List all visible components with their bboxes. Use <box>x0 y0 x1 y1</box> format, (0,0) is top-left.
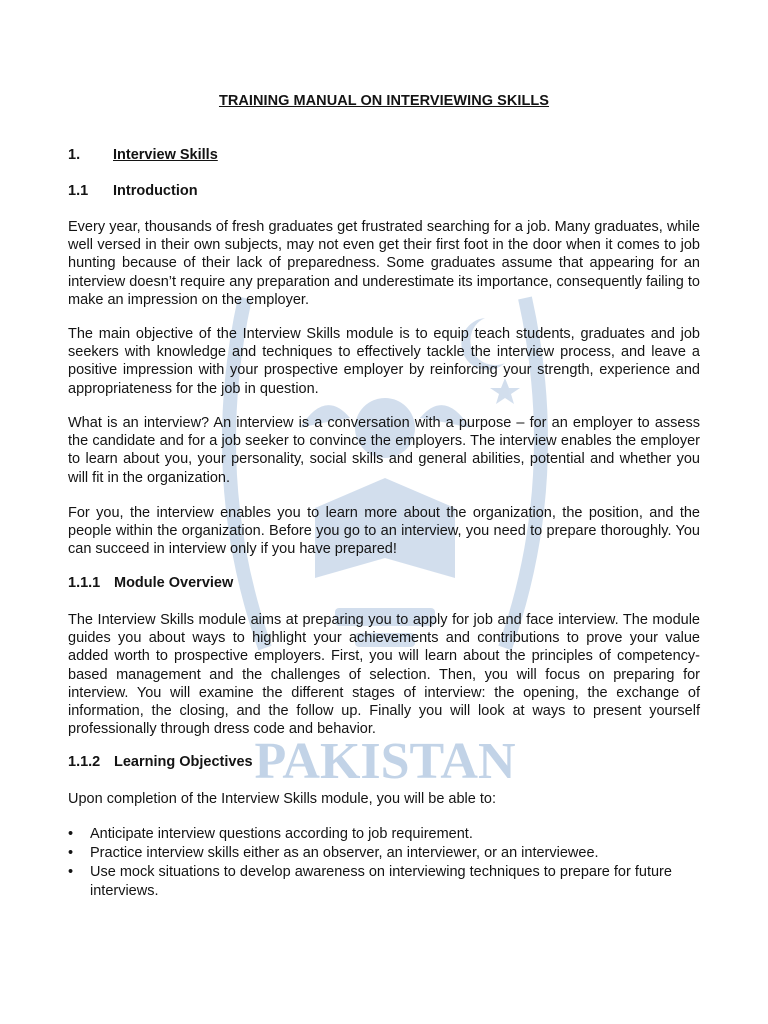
section-heading-module-overview <box>68 575 233 591</box>
intro-paragraph-2: The main objective of the Interview Skills module is to equip teach students, graduates and job seekers with knowledge and techniques to effectively tackle the interview process, and leave a positive impression with your prospective employer by reinforcing your strength, experience and appropriateness for the job in question. <box>68 326 700 397</box>
list-item <box>68 863 700 899</box>
section-title: Module Overview <box>114 575 234 591</box>
list-item-text: Anticipate interview questions according to job requirement. <box>90 826 473 842</box>
list-item <box>68 844 700 862</box>
list-item-text: Use mock situations to develop awareness on interviewing techniques to prepare for future interviews. <box>90 864 672 899</box>
learning-objectives-list <box>68 825 700 901</box>
section-title: Introduction <box>113 183 198 199</box>
bullet-icon: • <box>68 864 74 881</box>
bullet-icon: • <box>68 826 74 842</box>
section-title: Interview Skills <box>113 147 218 163</box>
section-heading-interview-skills <box>68 147 218 163</box>
intro-paragraph-3: What is an interview? An interview is a conversation with a purpose – for an employer to assess the candidate and for a job seeker to convince the employers. The interview enables the employer to learn about you, your personality, social skills and general abilities, potential and whether you will fit in the organization. <box>68 415 700 486</box>
bullet-icon: • <box>68 845 74 862</box>
intro-paragraph-4: For you, the interview enables you to learn more about the organization, the position, and the people within the organization. Before you go to an interview, you need to prepare thoroughly. You can succeed in interview only if you have prepared! <box>68 505 700 558</box>
section-number: 1. <box>68 147 81 163</box>
section-heading-introduction <box>68 183 198 199</box>
list-item <box>68 825 700 843</box>
section-number: 1.1 <box>68 183 89 199</box>
module-overview-paragraph: The Interview Skills module aims at preparing you to apply for job and face interview. The module guides you about ways to highlight your achievements and contributions to prove your value added worth to prospective employers. First, you will learn about the principles of competency-based management and the challenges of selection. Then, you will focus on preparing for interview. You will examine the different stages of interview: the opening, the exchange of information, the closing, and the follow up. Finally you will look at ways to present yourself professionally through dress code and behavior. <box>68 612 700 738</box>
section-heading-learning-objectives <box>68 754 253 770</box>
intro-paragraph-1: Every year, thousands of fresh graduates get frustrated searching for a job. Many graduates, while well versed in their own subjects, may not even get their first foot in the door when it comes to job hunting because of their lack of preparedness. Some graduates assume that appearing for an interview doesn’t require any preparation and underestimate its importance, consequently failing to make an impression on the employer. <box>68 219 700 308</box>
list-item-text: Practice interview skills either as an observer, an interviewer, or an interviewee. <box>90 845 599 862</box>
document-title: TRAINING MANUAL ON INTERVIEWING SKILLS <box>218 93 550 109</box>
section-title: Learning Objectives <box>114 754 253 770</box>
section-number: 1.1.1 <box>68 575 101 591</box>
section-number: 1.1.2 <box>68 754 101 770</box>
watermark-text: PAKISTAN <box>254 733 516 788</box>
learning-objectives-lead: Upon completion of the Interview Skills module, you will be able to: <box>68 791 496 807</box>
